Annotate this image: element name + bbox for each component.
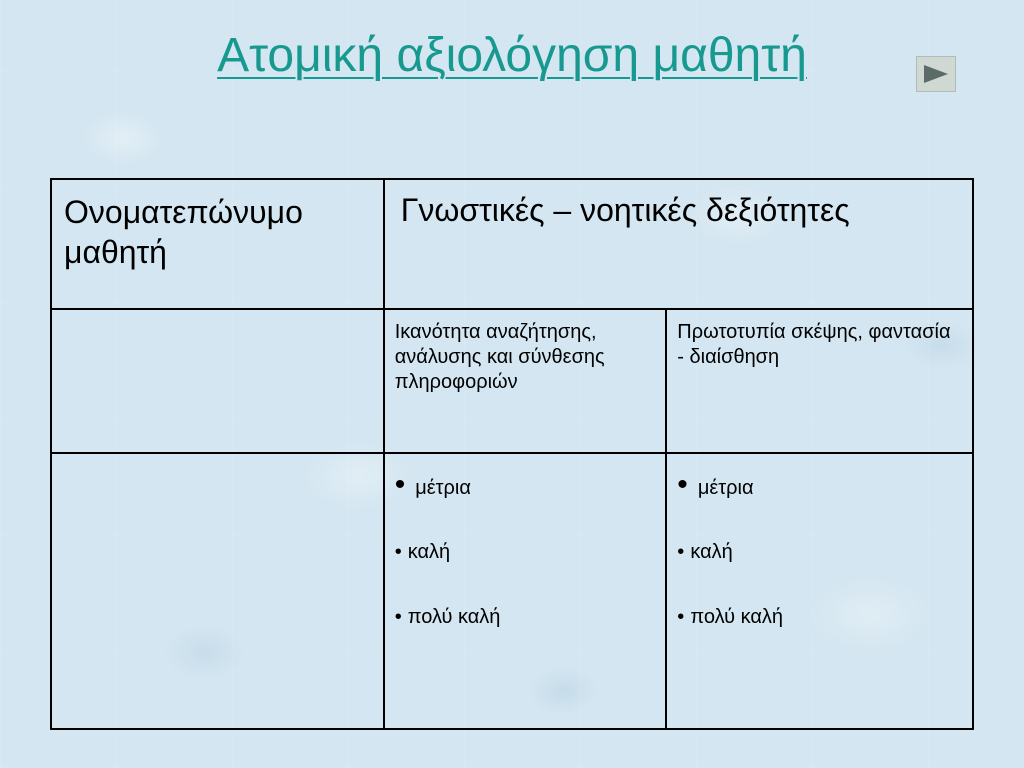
criteria-row bbox=[51, 309, 973, 453]
play-arrow-icon bbox=[922, 63, 950, 85]
rating-label: καλή bbox=[407, 541, 451, 563]
bullet-icon: • bbox=[677, 468, 688, 501]
bullet-icon: • bbox=[677, 606, 685, 628]
rating-label: πολύ καλή bbox=[690, 606, 784, 628]
rating-options-list bbox=[667, 454, 972, 630]
cognitive-skills-header: Γνωστικές – νοητικές δεξιότητες bbox=[384, 179, 973, 309]
bullet-icon: • bbox=[677, 541, 685, 563]
rating-cell-originality bbox=[666, 453, 973, 729]
rating-label: μέτρια bbox=[697, 477, 754, 499]
rating-option-very-good[interactable] bbox=[677, 605, 962, 630]
rating-row bbox=[51, 453, 973, 729]
rating-option-moderate[interactable] bbox=[395, 466, 656, 500]
rating-label: μέτρια bbox=[415, 477, 471, 499]
criterion-research-analysis: Ικανότητα αναζήτησης, ανάλυσης και σύνθεσης πληροφοριών bbox=[384, 309, 667, 453]
student-name-header: Ονοματεπώνυμο μαθητή bbox=[51, 179, 384, 309]
rating-option-good[interactable] bbox=[395, 540, 656, 565]
rating-label: πολύ καλή bbox=[407, 606, 501, 628]
bullet-icon: • bbox=[394, 541, 402, 563]
bullet-icon: • bbox=[394, 468, 406, 501]
rating-label: καλή bbox=[690, 541, 733, 563]
next-slide-button[interactable] bbox=[916, 56, 956, 92]
rating-cell-research bbox=[384, 453, 667, 729]
rating-option-good[interactable] bbox=[677, 540, 962, 565]
rating-options-list bbox=[385, 454, 666, 630]
student-name-cell[interactable] bbox=[51, 309, 384, 453]
criterion-originality-imagination: Πρωτοτυπία σκέψης, φαντασία - διαίσθηση bbox=[666, 309, 973, 453]
slide-title: Ατομική αξιολόγηση μαθητή bbox=[217, 29, 807, 82]
rating-option-very-good[interactable] bbox=[395, 605, 656, 630]
rating-option-moderate[interactable] bbox=[677, 466, 962, 500]
table-header-row bbox=[51, 179, 973, 309]
student-name-entry-cell[interactable] bbox=[51, 453, 384, 729]
assessment-table bbox=[50, 178, 974, 730]
bullet-icon: • bbox=[394, 606, 402, 628]
